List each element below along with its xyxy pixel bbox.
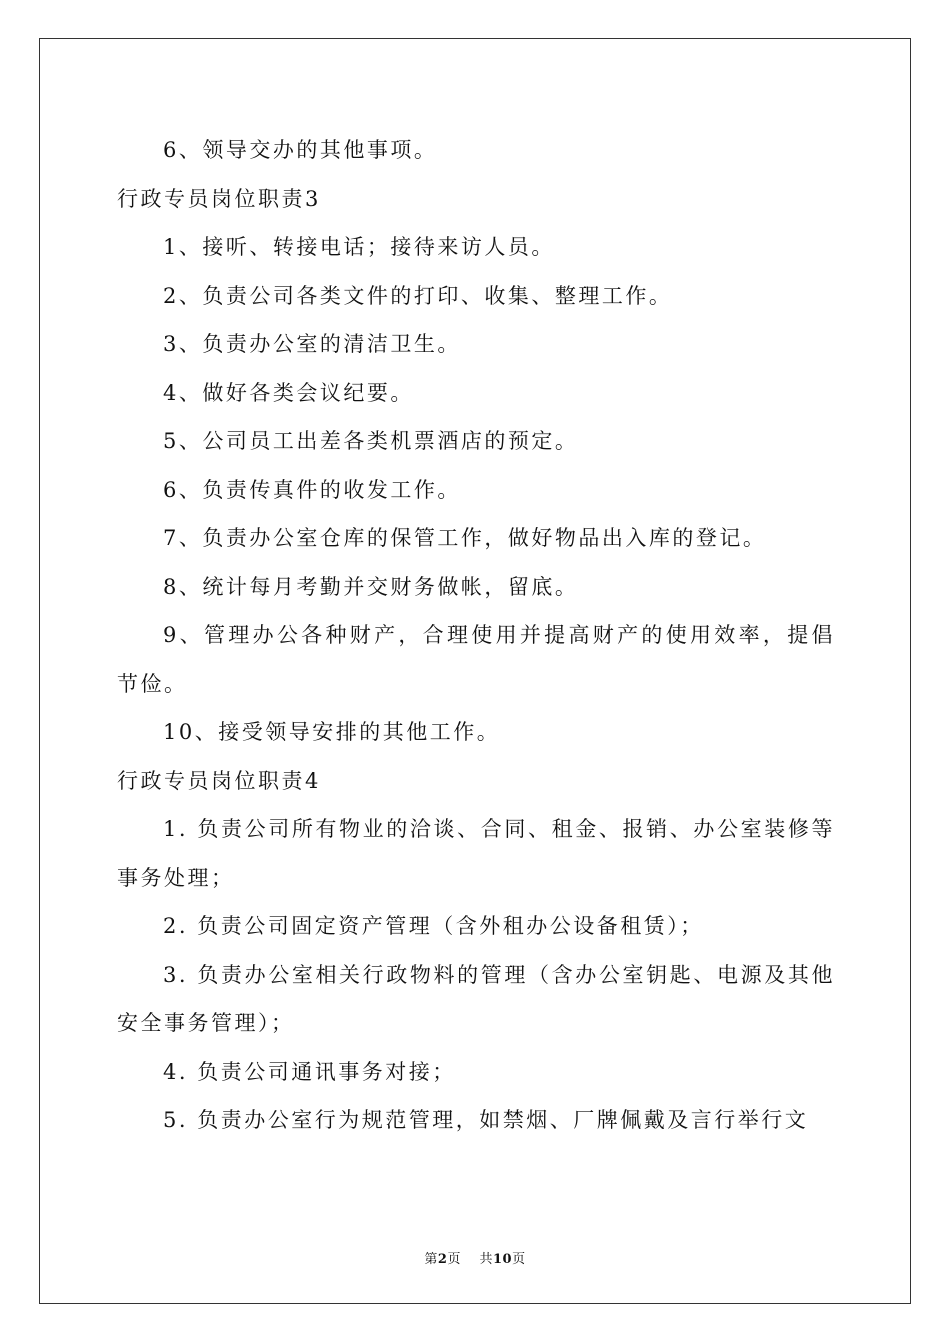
paragraph: 1、接听、转接电话；接待来访人员。 (163, 235, 555, 259)
paragraph: 3、负责办公室的清洁卫生。 (163, 332, 461, 356)
section-heading: 行政专员岗位职责3 (117, 186, 321, 211)
document-body (117, 126, 835, 1145)
footer-page-number: 2 (437, 1252, 448, 1267)
footer-page-prefix: 第 (424, 1252, 438, 1267)
paragraph: 8、统计每月考勤并交财务做帐，留底。 (163, 574, 579, 599)
paragraph: 5、公司员工出差各类机票酒店的预定。 (163, 429, 579, 453)
paragraph: 7、负责办公室仓库的保管工作，做好物品出入库的登记。 (163, 526, 767, 550)
paragraph: 5. 负责办公室行为规范管理，如禁烟、厂牌佩戴及言行举行文 (163, 1108, 809, 1132)
paragraph: 2. 负责公司固定资产管理（含外租办公设备租赁）； (163, 914, 704, 938)
page-footer (0, 1248, 950, 1267)
footer-total-suffix: 页 (512, 1252, 526, 1267)
paragraph: 9、管理办公各种财产，合理使用并提高财产的使用效率，提倡节俭。 (117, 623, 835, 696)
footer-page-suffix: 页 (447, 1252, 461, 1267)
paragraph: 2、负责公司各类文件的打印、收集、整理工作。 (163, 283, 673, 308)
paragraph: 6、负责传真件的收发工作。 (163, 477, 461, 502)
footer-total-prefix: 共 (479, 1252, 493, 1267)
paragraph: 10、接受领导安排的其他工作。 (163, 720, 501, 744)
footer-total-pages: 10 (493, 1252, 513, 1267)
paragraph: 4、做好各类会议纪要。 (163, 380, 414, 405)
paragraph: 3. 负责办公室相关行政物料的管理（含办公室钥匙、电源及其他安全事务管理）； (117, 962, 835, 1035)
paragraph: 4. 负责公司通讯事务对接； (163, 1059, 456, 1084)
paragraph: 1. 负责公司所有物业的洽谈、合同、租金、报销、办公室装修等事务处理； (117, 817, 835, 890)
section-heading: 行政专员岗位职责4 (117, 768, 321, 793)
paragraph: 6、领导交办的其他事项。 (163, 138, 438, 162)
